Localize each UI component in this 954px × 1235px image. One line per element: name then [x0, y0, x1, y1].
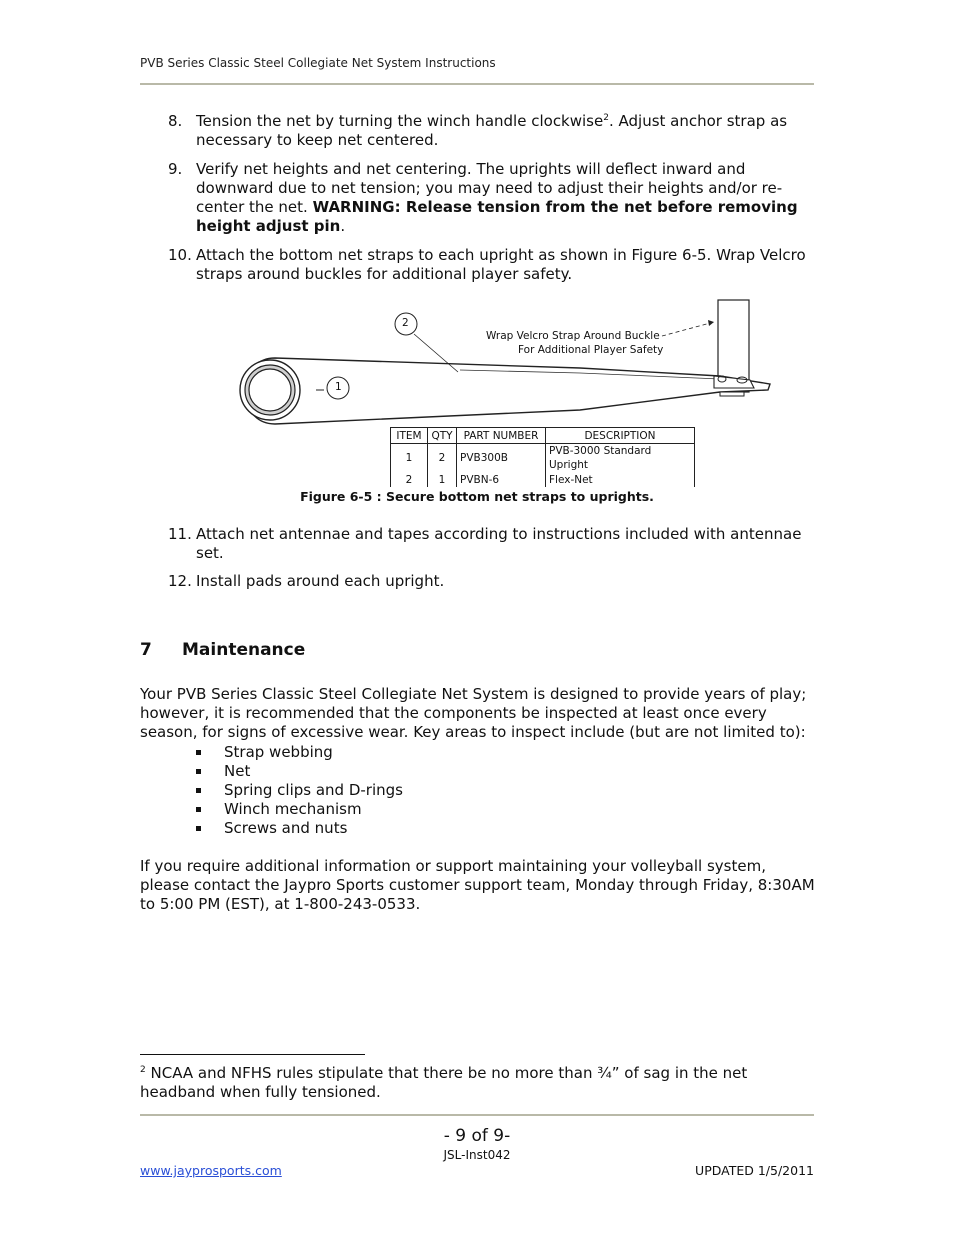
step-number: 12.	[168, 572, 192, 590]
parts-table	[390, 427, 695, 487]
note-line-1: Wrap Velcro Strap Around Buckle	[486, 330, 660, 342]
list-item: Net	[196, 762, 403, 781]
step-text: Tension the net by turning the winch handle clockwise$^2$. Adjust anchor strap as necessary to keep net centered.	[196, 112, 788, 149]
step-number: 9.	[168, 160, 183, 178]
table-row: 1 2 PVB300B PVB-3000 Standard Upright	[391, 444, 695, 473]
step-number: 11.	[168, 525, 192, 543]
table-row: 2 1 PVBN-6 Flex-Net	[391, 472, 695, 487]
col-header: PART NUMBER	[457, 428, 546, 444]
callout-label-2: 2	[402, 317, 409, 329]
bullet-square-icon	[196, 826, 201, 831]
support-paragraph: If you require additional information or support maintaining your volleyball system, please contact the Jaypro Sports customer support team, Monday through Friday, 8:30AM to 5:00 PM (EST), at 1-800-243-0533.	[140, 857, 815, 913]
maintenance-intro: Your PVB Series Classic Steel Collegiate Net System is designed to provide years of play; however, it is recommended that the components be inspected at least once every season, for signs of excessive wear. Key areas to inspect include (but are not limited to):	[140, 685, 807, 741]
bullet-square-icon	[196, 807, 201, 812]
header-rule	[140, 83, 814, 85]
bullet-square-icon	[196, 788, 201, 793]
bullet-square-icon	[196, 769, 201, 774]
updated-date: UPDATED 1/5/2011	[695, 1163, 814, 1178]
list-item: Strap webbing	[196, 743, 403, 762]
step-number: 8.	[168, 112, 183, 130]
col-header: DESCRIPTION	[546, 428, 695, 444]
footnote-ref: 2	[603, 113, 609, 123]
step-text: Install pads around each upright.	[196, 572, 445, 590]
net-strap	[245, 358, 770, 424]
step-text: Verify net heights and net centering. The uprights will deflect inward and downward due to net tension; you may need to adjust their heights and/or re-center the net. WARNING: Release tension from the net before removing height adjust pin.	[196, 160, 798, 235]
footer-rule	[140, 1114, 814, 1116]
warning-text: WARNING: Release tension from the net before removing height adjust pin	[196, 198, 798, 235]
step-text: Attach the bottom net straps to each upright as shown in Figure 6-5. Wrap Velcro straps around buckles for additional player safety.	[196, 246, 806, 283]
page-number: - 9 of 9-	[443, 1126, 511, 1146]
footnote-rule	[140, 1054, 365, 1055]
col-header: QTY	[428, 428, 457, 444]
footnote-number: 2	[140, 1065, 146, 1075]
list-item: Spring clips and D-rings	[196, 781, 403, 800]
step-text: Attach net antennae and tapes according to instructions included with antennae set.	[196, 525, 802, 562]
list-item: Screws and nuts	[196, 819, 403, 838]
col-header: ITEM	[391, 428, 428, 444]
list-item: Winch mechanism	[196, 800, 403, 819]
note-line-2: For Additional Player Safety	[518, 344, 664, 356]
footnote: $^2$ NCAA and NFHS rules stipulate that there be no more than ¾” of sag in the net headband when fully tensioned.	[140, 1064, 748, 1101]
bullet-square-icon	[196, 750, 201, 755]
step-number: 10.	[168, 246, 192, 264]
section-title: Maintenance	[182, 640, 306, 660]
document-id: JSL-Inst042	[443, 1148, 511, 1162]
figure-caption: Figure 6-5 : Secure bottom net straps to uprights.	[300, 489, 654, 504]
figure-6-5	[230, 296, 790, 486]
website-link[interactable]: www.jayprosports.com	[140, 1163, 282, 1178]
running-header: PVB Series Classic Steel Collegiate Net System Instructions	[140, 56, 496, 70]
inspection-list	[196, 743, 403, 838]
section-number: 7	[140, 640, 152, 660]
callout-label-1: 1	[335, 381, 342, 393]
